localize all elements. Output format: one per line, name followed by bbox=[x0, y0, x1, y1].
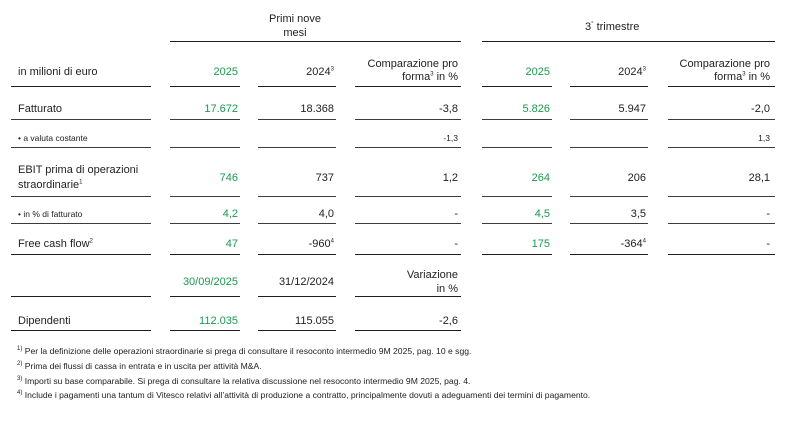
cell-ebit-2024-q3: 206 bbox=[627, 172, 646, 184]
group-rule-nine-months bbox=[170, 41, 461, 42]
group-rule-q3 bbox=[482, 41, 775, 42]
col-header-compare-q3: Comparazione pro forma$^3$ in % bbox=[679, 58, 770, 83]
rule bbox=[170, 330, 240, 331]
cell-ebit-2025-q3: 264 bbox=[531, 172, 550, 184]
rule bbox=[258, 330, 336, 331]
cell-fcf-cmp-q3: - bbox=[766, 238, 770, 250]
row-label-dipendenti: Dipendenti bbox=[18, 315, 71, 327]
group-header-nine-months-line2: mesi bbox=[283, 27, 307, 39]
cell-pct-cmp-q3: - bbox=[766, 208, 770, 220]
row-label-fatturato: Fatturato bbox=[18, 103, 63, 115]
rule bbox=[258, 254, 336, 255]
cell-ebit-2025-nm: 746 bbox=[219, 172, 238, 184]
cell-fcf-2025-q3: 175 bbox=[531, 238, 550, 250]
rule bbox=[355, 223, 461, 224]
col-header-2025-nm: 2025 bbox=[213, 66, 238, 78]
col-header-date-2025: 30/09/2025 bbox=[182, 276, 238, 288]
col-header-variation: Variazione in % bbox=[406, 269, 458, 295]
cell-fcf-cmp-nm: - bbox=[454, 238, 458, 250]
rule bbox=[258, 223, 336, 224]
row-label-ebit: EBIT prima di operazioni straordinarie$^1$ bbox=[18, 164, 139, 191]
cell-fatturato-cmp-nm: -3,8 bbox=[439, 103, 458, 115]
footnote-1: $^{1)}$ Per la definizione delle operazioni straordinarie si prega di consultare il resoconto intermedio 9M 2025, pag. 10 e sgg. bbox=[17, 346, 472, 356]
rule bbox=[668, 223, 775, 224]
group-header-q3: 3° trimestre bbox=[585, 21, 640, 33]
cell-pct-cmp-nm: - bbox=[454, 208, 458, 220]
rule bbox=[482, 147, 552, 148]
rule bbox=[170, 147, 240, 148]
rule bbox=[570, 196, 648, 197]
rule bbox=[482, 254, 552, 255]
cell-dipendenti-variation: -2,6 bbox=[439, 315, 458, 327]
rule bbox=[355, 86, 461, 87]
rule bbox=[11, 147, 151, 148]
rule bbox=[170, 254, 240, 255]
rule bbox=[355, 147, 461, 148]
rule bbox=[258, 86, 336, 87]
cell-fatturato-2024-nm: 18.368 bbox=[300, 103, 334, 115]
rule bbox=[570, 254, 648, 255]
rule bbox=[11, 119, 151, 120]
rule bbox=[170, 86, 240, 87]
rule bbox=[482, 86, 552, 87]
cell-valuta-cmp-q3: 1,3 bbox=[758, 133, 770, 143]
rule bbox=[668, 147, 775, 148]
row-label-free-cash-flow: Free cash flow$^2$ bbox=[18, 238, 93, 250]
rule bbox=[170, 196, 240, 197]
rule bbox=[668, 254, 775, 255]
rule bbox=[570, 147, 648, 148]
col-header-2024-q3: 2024$^3$ bbox=[618, 66, 646, 78]
row-label-valuta-costante: • a valuta costante bbox=[18, 133, 88, 143]
rule bbox=[11, 86, 151, 87]
rule bbox=[570, 119, 648, 120]
rule bbox=[355, 254, 461, 255]
rule bbox=[170, 296, 240, 297]
rule bbox=[668, 119, 775, 120]
rule bbox=[11, 330, 151, 331]
rule bbox=[482, 119, 552, 120]
cell-fatturato-2025-q3: 5.826 bbox=[522, 103, 550, 115]
row-label-pct-fatturato: • in % di fatturato bbox=[18, 209, 83, 219]
rule bbox=[355, 196, 461, 197]
rule bbox=[668, 86, 775, 87]
cell-ebit-2024-nm: 737 bbox=[315, 172, 334, 184]
rule bbox=[170, 119, 240, 120]
rule bbox=[355, 330, 461, 331]
rule bbox=[11, 296, 151, 297]
col-header-2024-nm: 2024$^3$ bbox=[306, 66, 334, 78]
rule bbox=[258, 119, 336, 120]
col-header-2025-q3: 2025 bbox=[525, 66, 550, 78]
cell-fatturato-cmp-q3: -2,0 bbox=[751, 103, 770, 115]
cell-dipendenti-2024: 115.055 bbox=[295, 315, 334, 327]
rule bbox=[258, 196, 336, 197]
cell-ebit-cmp-nm: 1,2 bbox=[442, 172, 458, 184]
rule bbox=[355, 296, 461, 297]
rule bbox=[668, 196, 775, 197]
rule bbox=[11, 254, 151, 255]
col-header-date-2024: 31/12/2024 bbox=[278, 276, 334, 288]
cell-pct-2024-nm: 4,0 bbox=[318, 208, 334, 220]
cell-fatturato-2024-q3: 5.947 bbox=[618, 103, 646, 115]
cell-pct-2024-q3: 3,5 bbox=[630, 208, 646, 220]
rule bbox=[355, 119, 461, 120]
rule bbox=[482, 223, 552, 224]
cell-fatturato-2025-nm: 17.672 bbox=[204, 103, 238, 115]
cell-pct-2025-q3: 4,5 bbox=[534, 208, 550, 220]
cell-dipendenti-2025: 112.035 bbox=[199, 315, 238, 327]
cell-ebit-cmp-q3: 28,1 bbox=[748, 172, 770, 184]
rule bbox=[258, 296, 336, 297]
col-header-compare-nm: Comparazione pro forma$^3$ in % bbox=[367, 58, 458, 83]
cell-valuta-cmp-nm: -1,3 bbox=[443, 133, 458, 143]
rule bbox=[482, 196, 552, 197]
cell-pct-2025-nm: 4,2 bbox=[222, 208, 238, 220]
cell-fcf-2024-q3: $-364^4$ bbox=[620, 238, 646, 250]
group-header-nine-months-line1: Primi nove bbox=[269, 13, 321, 25]
rule bbox=[570, 223, 648, 224]
cell-fcf-2025-nm: 47 bbox=[225, 238, 238, 250]
footnote-4: $^{4)}$ Include i pagamenti una tantum di Vitesco relativi all’attività di produzione a contratto, principalmente dovuti a adeguamenti dei termini di pagamento. bbox=[17, 390, 591, 400]
cell-fcf-2024-nm: $-960^4$ bbox=[308, 238, 334, 250]
group-header-nine-months bbox=[255, 12, 335, 40]
rule bbox=[170, 223, 240, 224]
footnote-3: $^{3)}$ Importi su base comparabile. Si prega di consultare la relativa discussione nel resoconto intermedio 9M 2025, pag. 4. bbox=[17, 376, 471, 386]
unit-label: in milioni di euro bbox=[18, 66, 98, 78]
rule bbox=[11, 223, 151, 224]
rule bbox=[570, 86, 648, 87]
footnote-2: $^{2)}$ Prima dei flussi di cassa in entrata e in uscita per attività M&A. bbox=[17, 361, 262, 371]
rule bbox=[11, 196, 151, 197]
rule bbox=[258, 147, 336, 148]
